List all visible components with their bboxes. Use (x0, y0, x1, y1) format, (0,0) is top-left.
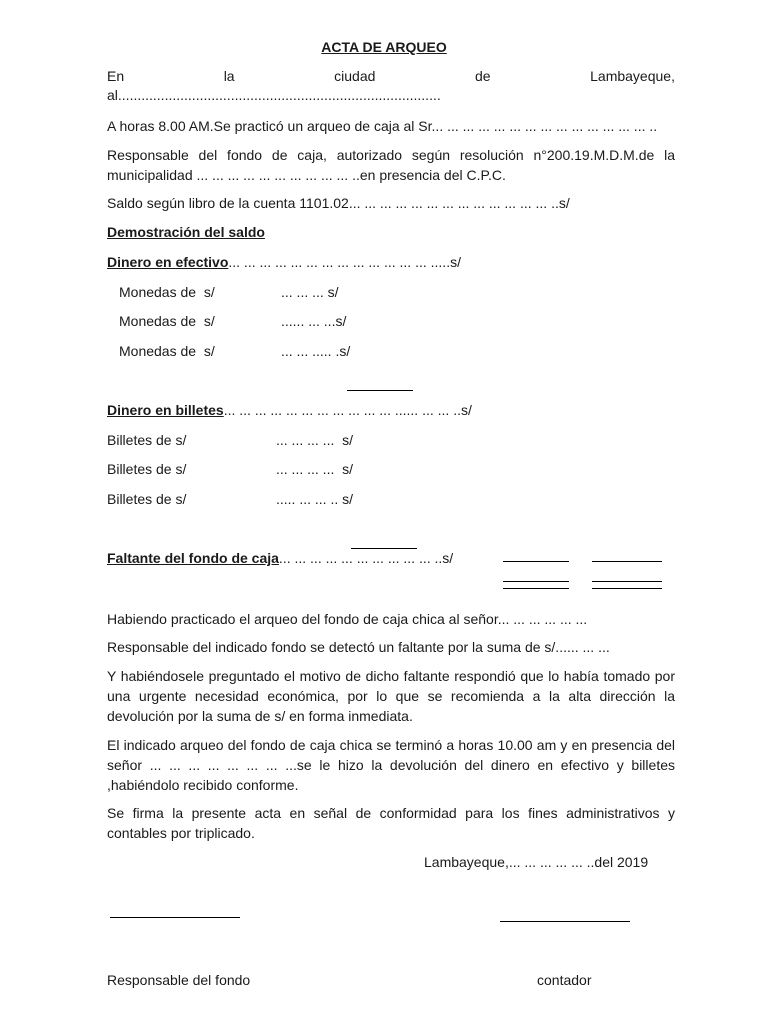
double-line-top (503, 581, 569, 582)
intro-word: Lambayeque, (590, 68, 675, 84)
total-line (592, 561, 662, 562)
efectivo-line (107, 253, 461, 271)
signature-label-left: Responsable del fondo (107, 972, 251, 988)
subtotal-line (347, 390, 413, 391)
total-line (503, 561, 569, 562)
paragraph-responsable: Responsable del fondo de caja, autorizado según resolución n°200.19.M.D.M.de la municipalidad ... ... ... ... ... ... ... ... ... ... ..en presencia del C.P.C. (107, 147, 675, 183)
monedas-value: ... ... ..... .s/ (281, 343, 351, 359)
double-line-bottom (503, 588, 569, 589)
billetes-dots: ... ... ... ... ... ... ... ... ... ... ... ...... ... ... ..s/ (223, 402, 472, 418)
monedas-label: Monedas de s/ (119, 284, 215, 300)
paragraph-firma: Se firma la presente acta en señal de conformidad para los fines administrativos y contables por triplicado. (107, 805, 675, 841)
heading-billetes: Dinero en billetes (107, 402, 224, 418)
heading-efectivo: Dinero en efectivo (107, 254, 229, 270)
intro-word: la (223, 68, 235, 84)
monedas-label: Monedas de s/ (119, 313, 215, 329)
monedas-label: Monedas de s/ (119, 343, 215, 359)
intro-line (107, 67, 675, 85)
signature-line-right (500, 921, 630, 922)
billetes-value: ..... ... ... .. s/ (276, 491, 354, 507)
faltante-dots: ... ... ... ... ... ... ... ... ... ... ..s/ (278, 550, 454, 566)
intro-word: de (474, 68, 491, 84)
billetes-label: Billetes de s/ (107, 461, 187, 477)
heading-demostracion: Demostración del saldo (107, 224, 265, 240)
billetes-value: ... ... ... ... s/ (276, 461, 354, 477)
billetes-label: Billetes de s/ (107, 432, 187, 448)
date-line: Lambayeque,... ... ... ... ... ..del 2019 (424, 854, 649, 870)
paragraph-motivo: Y habiéndosele preguntado el motivo de dicho faltante respondió que lo había tomado por una urgente necesidad económica, por lo que se recomienda a la alta dirección la devolución por la suma de s/ en forma inmediata. (107, 668, 675, 724)
heading-faltante: Faltante del fondo de caja (107, 550, 279, 566)
intro-continuation: al................................................................................... (107, 87, 441, 103)
paragraph-horas: A horas 8.00 AM.Se practicó un arqueo de caja al Sr... ... ... ... ... ... ... ... ... ... ... ... ... ... .. (107, 118, 658, 134)
signature-line-left (110, 917, 240, 918)
faltante-line (107, 549, 453, 567)
efectivo-dots: ... ... ... ... ... ... ... ... ... ... ... ... ... .....s/ (228, 254, 461, 270)
double-line-bottom (592, 588, 662, 589)
monedas-value: ... ... ... s/ (281, 284, 339, 300)
paragraph-termino: El indicado arqueo del fondo de caja chica se terminó a horas 10.00 am y en presencia del señor ... ... ... ... ... ... ... ...se le hizo la devolución del dinero en efectivo y billetes ,habiéndolo recibido conforme. (107, 737, 675, 793)
billetes-label: Billetes de s/ (107, 491, 187, 507)
intro-word: ciudad (334, 68, 376, 84)
intro-word: En (107, 68, 125, 84)
double-line-top (592, 581, 662, 582)
monedas-value: ...... ... ...s/ (281, 313, 347, 329)
paragraph-detecto: Responsable del indicado fondo se detectó un faltante por la suma de s/...... ... ... (107, 639, 610, 655)
paragraph-saldo: Saldo según libro de la cuenta 1101.02... ... ... ... ... ... ... ... ... ... ... ... ... ..s/ (107, 195, 570, 211)
paragraph-habiendo: Habiendo practicado el arqueo del fondo de caja chica al señor... ... ... ... ... ... (107, 611, 588, 627)
signature-label-right: contador (537, 972, 592, 988)
billetes-line (107, 401, 472, 419)
billetes-value: ... ... ... ... s/ (276, 432, 354, 448)
document-title: ACTA DE ARQUEO (321, 39, 447, 55)
